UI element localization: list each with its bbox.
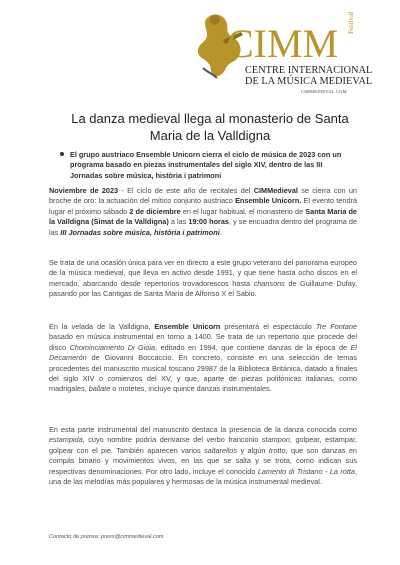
press-contact: Contacto de prensa: press@cimmedieval.com	[49, 534, 164, 540]
paragraph-1: Noviembre de 2023 - El ciclo de este año de recitales del CIMMedieval se cierra con un broche de oro: la actuación del mítico conjunto austriaco Ensemble Unicorn. El evento tendrá lugar el próximo sábado 2 de diciembre en el lugar habitual, el monasterio de Santa Maria de la Valldigna (Simat de la Valldigna) a las 19:00 horas, y se encuadra dentro del programa de las III Jornadas sobre música, història i patrimoni.	[49, 186, 358, 237]
event-date: 2 de diciembre	[129, 206, 181, 216]
paragraph-4: En esta parte instrumental del manuscrito destaca la presencia de la danza conocida como estampida, cuyo nombre podría derivarse del verbo franconio stampon, golpear, estampar, golpear con el pie. También aparecen varios saltarellos y algún trotto, que son danzas en compás binario y movimientos vivos, en las que se salta y se trota, como indican sus respectivas denominaciones. Por otro lado, incluye el conocido Lamento di Tristano - La rotta, una de las melodías más populares y hermosas de la música instrumental medieval.	[49, 425, 358, 487]
event-time: 19:00 horas	[188, 217, 229, 227]
date: Noviembre de 2023	[49, 186, 119, 195]
logo-line-1: CENTRE INTERNACIONAL	[245, 65, 373, 76]
program-name: III Jornadas sobre música, història i patrimoni	[60, 227, 220, 237]
cimm-logo	[193, 10, 373, 94]
logo-line-2: DE LA MÚSICA MEDIEVAL	[245, 76, 373, 87]
logo-brand: CIMM	[227, 21, 339, 66]
bullet-icon	[60, 152, 64, 156]
summary-text: El grupo austriaco Ensemble Unicorn cierra el ciclo de música de 2023 con un programa basado en piezas instrumentales del siglo XIV, dentro de las III Jornadas sobre música, història i patrimoni	[70, 150, 342, 180]
ensemble-name: Ensemble Unicorn.	[235, 196, 302, 206]
org-name: CIMMedieval	[253, 186, 298, 195]
article-title: La danza medieval llega al monasterio de Santa Maria de la Valldigna	[71, 111, 349, 143]
ensemble-name: Ensemble Unicorn	[154, 322, 221, 331]
paragraph-3: En la velada de la Valldigna, Ensemble Unicorn presentará el espectáculo Tre Fontane basado en música instrumental en torno a 1400. Se trata de un repertorio que procede del disco Chominciamento Di Gioia, editado en 1994, que contiene danzas de la época de El Decamerón de Giovanni Boccaccio. En concreto, consiste en una selección de temas procedentes del manuscrito musical toscano 29987 de la Biblioteca Británica, datado a finales del siglo XIV o comienzos del XV, y que, aparte de piezas polifónicas italianas, como madrigales, ballate o motetes, incluye quince danzas instrumentales.	[49, 322, 358, 394]
paragraph-2: Se trata de una ocasión única para ver en directo a este grupo veterano del panorama europeo de la música medieval, que lleva en activo desde 1991, y que tiene hasta ocho discos en el mercado, abarcando desde repertorios trovadorescos hasta chansons de Guillaume Dufay, pasando por las Cantigas de Santa Maria de Alfonso X el Sabio.	[49, 258, 357, 299]
logo-website: CIMMEDIEVAL.COM	[301, 89, 347, 94]
event-place: Santa Maria de la Valldigna (Simat de la Valldigna)	[49, 206, 357, 227]
logo-festival: Festival	[347, 11, 355, 34]
